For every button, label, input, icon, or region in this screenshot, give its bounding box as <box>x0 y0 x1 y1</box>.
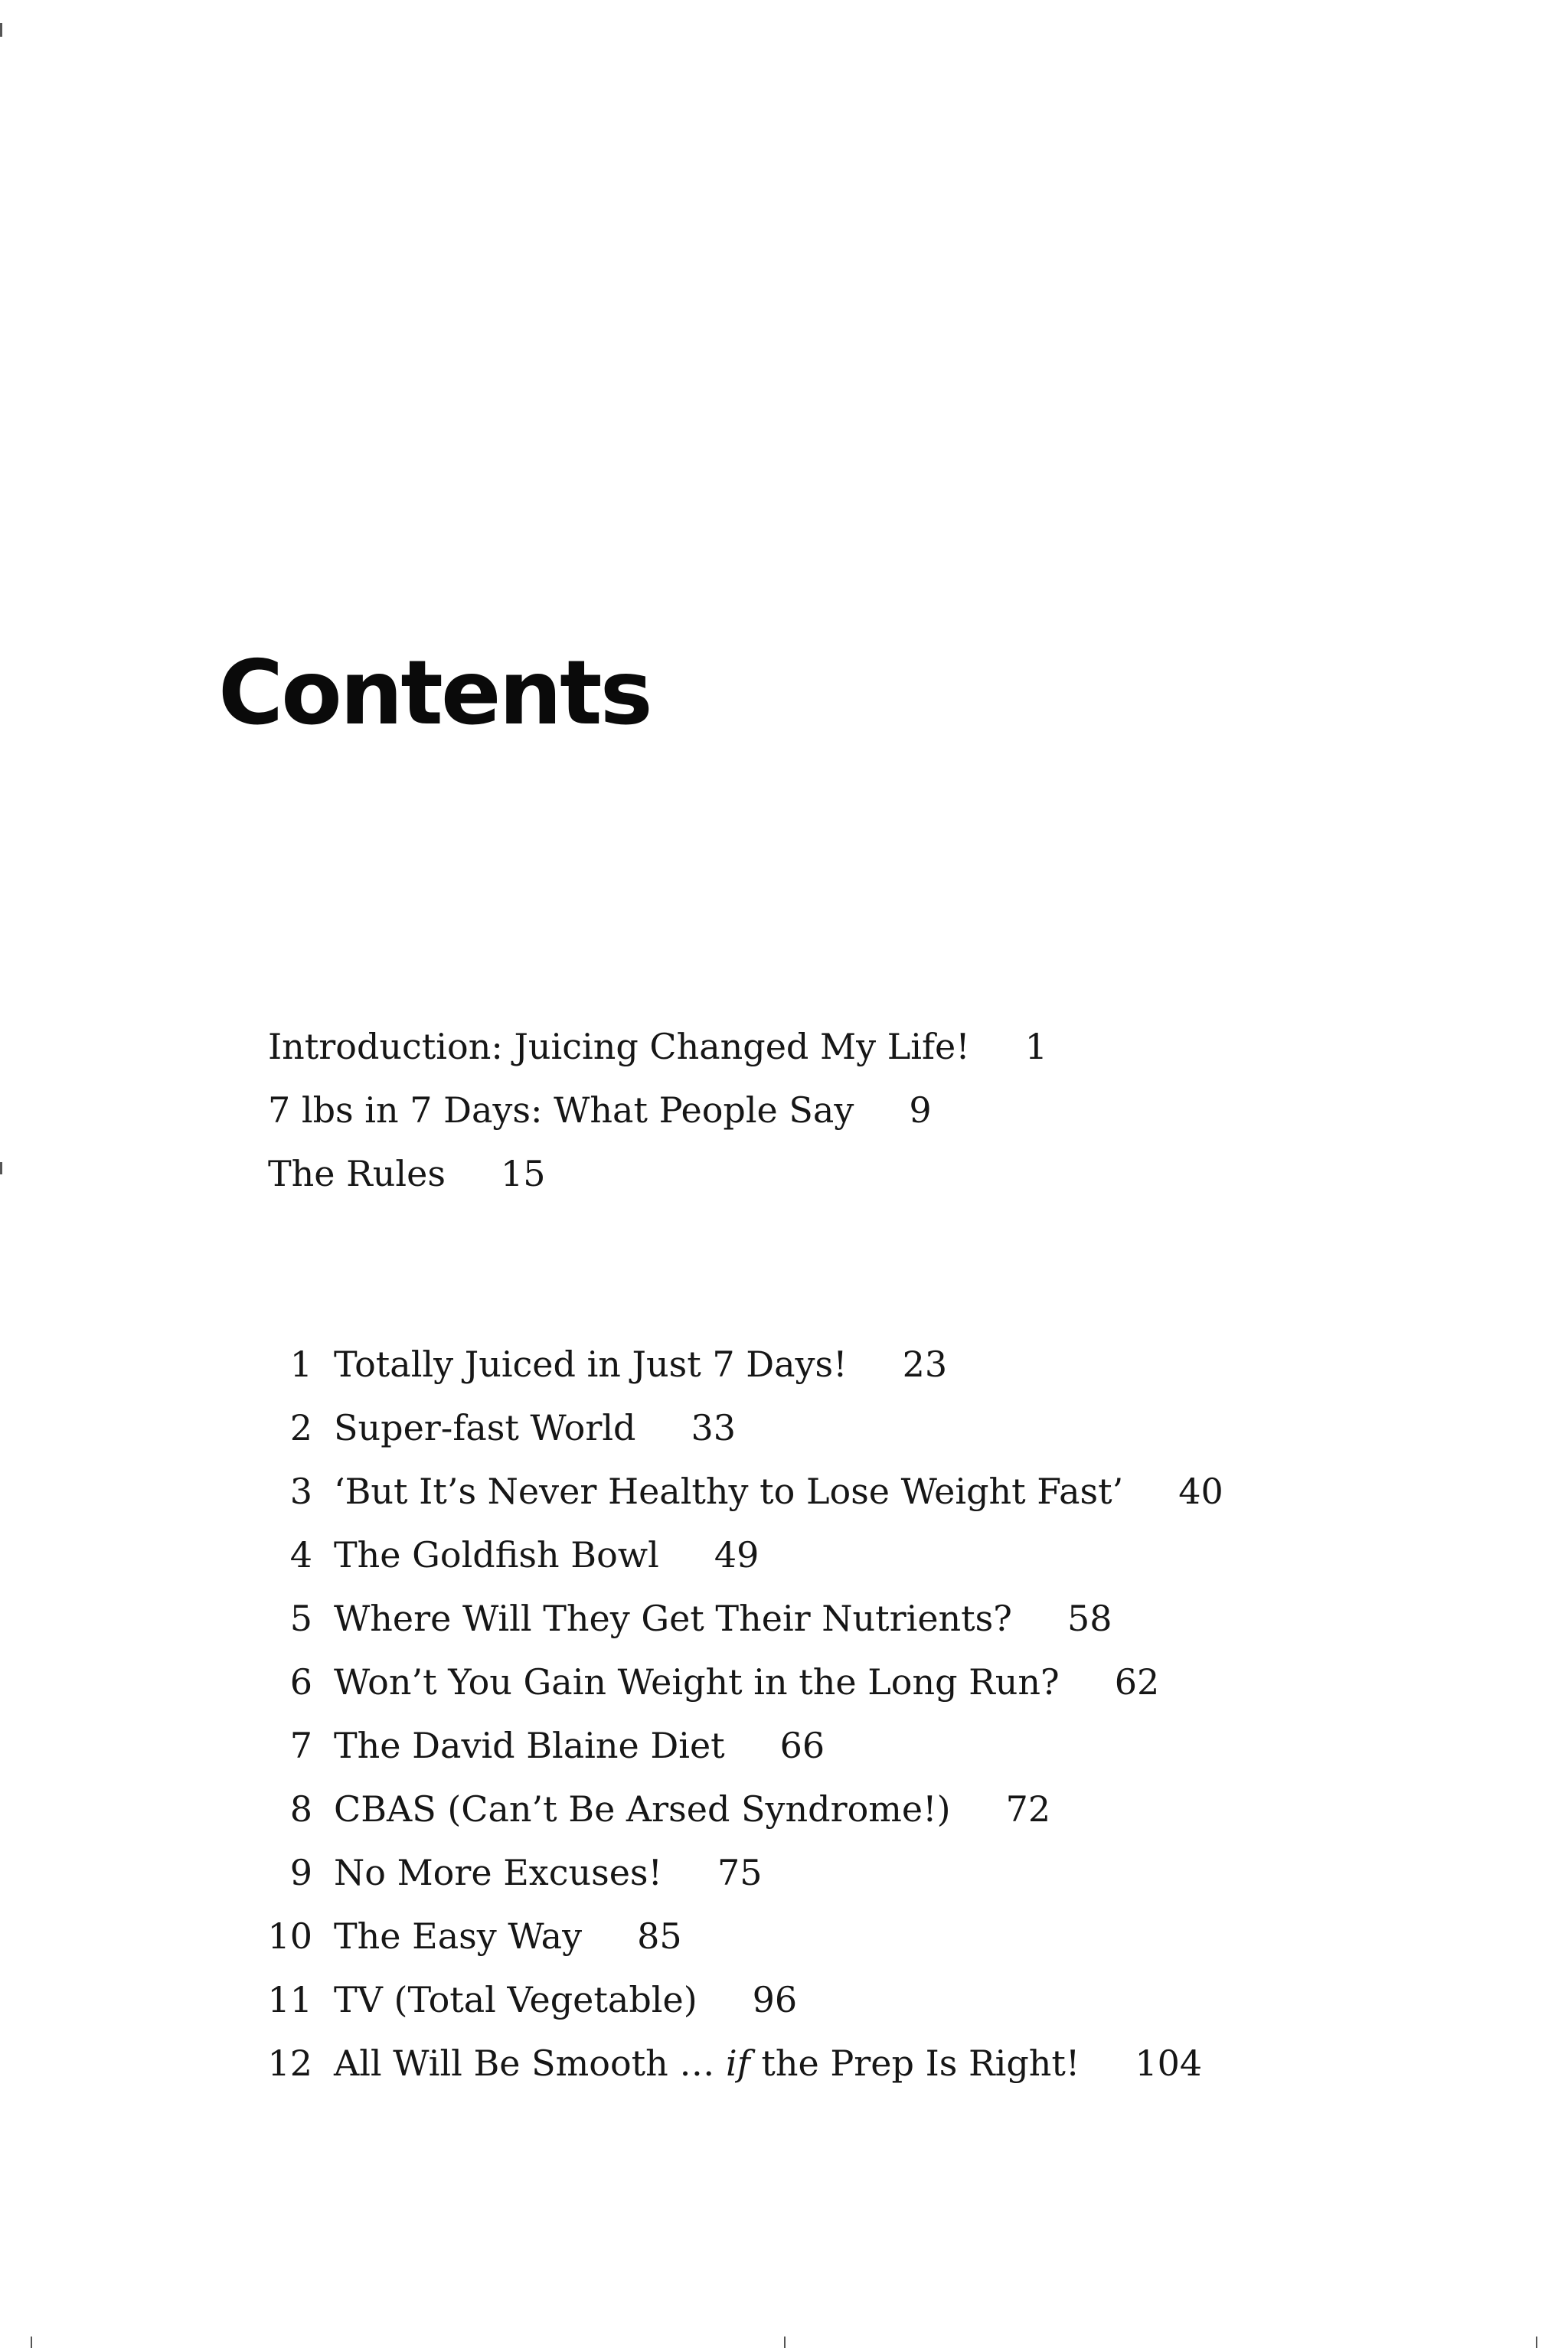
toc-entry-chapter-1[interactable] <box>260 1332 1223 1396</box>
toc-entry-introduction[interactable] <box>268 1014 1047 1078</box>
toc-entry-chapter-9[interactable] <box>260 1840 1223 1904</box>
toc-entry-chapter-11[interactable] <box>260 1968 1223 2031</box>
toc-entry-chapter-2[interactable] <box>260 1396 1223 1459</box>
chapter-number: 1 <box>289 1343 312 1385</box>
page-number: 75 <box>717 1851 763 1893</box>
chapter-number: 9 <box>289 1851 312 1893</box>
front-matter-list <box>268 1014 1047 1205</box>
crop-mark-bottom-left <box>31 2337 32 2348</box>
entry-title-end: the Prep Is Right! <box>750 2042 1080 2084</box>
page-number: 9 <box>909 1089 932 1131</box>
entry-title: No More Excuses! <box>334 1851 663 1893</box>
toc-entry-chapter-7[interactable] <box>260 1713 1223 1777</box>
chapter-list <box>260 1332 1223 2095</box>
chapter-number: 11 <box>267 1978 312 2020</box>
toc-entry-what-people-say[interactable] <box>268 1078 1047 1141</box>
chapter-number: 10 <box>267 1915 312 1957</box>
chapter-number: 6 <box>289 1661 312 1703</box>
chapter-number: 5 <box>289 1597 312 1639</box>
crop-mark-bottom-right <box>1536 2337 1537 2348</box>
toc-entry-chapter-10[interactable] <box>260 1904 1223 1968</box>
crop-mark-bottom-center <box>784 2337 786 2348</box>
toc-entry-chapter-8[interactable] <box>260 1777 1223 1840</box>
entry-title: The David Blaine Diet <box>334 1724 725 1766</box>
page-number: 72 <box>1005 1788 1051 1830</box>
entry-title: Where Will They Get Their Nutrients? <box>334 1597 1012 1639</box>
toc-entry-chapter-3[interactable] <box>260 1459 1223 1523</box>
entry-title: The Easy Way <box>334 1915 583 1957</box>
page-number: 15 <box>500 1152 546 1194</box>
page-number: 62 <box>1114 1661 1160 1703</box>
page-number: 66 <box>779 1724 825 1766</box>
crop-mark-left-middle <box>0 1162 2 1174</box>
toc-entry-chapter-6[interactable] <box>260 1650 1223 1713</box>
chapter-number: 8 <box>289 1788 312 1830</box>
page-number: 33 <box>691 1406 737 1448</box>
page-title: Contents <box>218 642 651 745</box>
entry-title-start: All Will Be Smooth … <box>334 2042 727 2084</box>
entry-title: Introduction: Juicing Changed My Life! <box>268 1025 970 1067</box>
entry-title: Totally Juiced in Just 7 Days! <box>334 1343 848 1385</box>
page-number: 49 <box>714 1533 760 1576</box>
toc-entry-chapter-12[interactable] <box>260 2031 1223 2095</box>
chapter-number: 2 <box>289 1406 312 1448</box>
entry-title-italic: if <box>726 2042 750 2084</box>
entry-title: Won’t You Gain Weight in the Long Run? <box>334 1661 1060 1703</box>
chapter-number: 7 <box>289 1724 312 1766</box>
toc-entry-the-rules[interactable] <box>268 1141 1047 1205</box>
page-number: 23 <box>902 1343 948 1385</box>
entry-title: The Rules <box>268 1152 446 1194</box>
entry-title: The Goldfish Bowl <box>334 1533 659 1576</box>
entry-title: CBAS (Can’t Be Arsed Syndrome!) <box>334 1788 951 1830</box>
page-number: 104 <box>1135 2042 1203 2084</box>
entry-title: TV (Total Vegetable) <box>334 1978 697 2020</box>
toc-entry-chapter-4[interactable] <box>260 1523 1223 1586</box>
chapter-number: 3 <box>289 1470 312 1512</box>
entry-title: 7 lbs in 7 Days: What People Say <box>268 1089 854 1131</box>
entry-title: ‘But It’s Never Healthy to Lose Weight Fast’ <box>334 1470 1124 1512</box>
chapter-number: 12 <box>267 2042 312 2084</box>
page-number: 96 <box>752 1978 798 2020</box>
page-number: 40 <box>1178 1470 1223 1512</box>
chapter-number: 4 <box>289 1533 312 1576</box>
entry-title: Super-fast World <box>334 1406 636 1448</box>
page-number: 85 <box>637 1915 682 1957</box>
entry-title <box>334 2042 1080 2084</box>
page-number: 58 <box>1067 1597 1112 1639</box>
toc-entry-chapter-5[interactable] <box>260 1586 1223 1650</box>
page-number: 1 <box>1024 1025 1047 1067</box>
crop-mark-left-top <box>0 23 2 37</box>
